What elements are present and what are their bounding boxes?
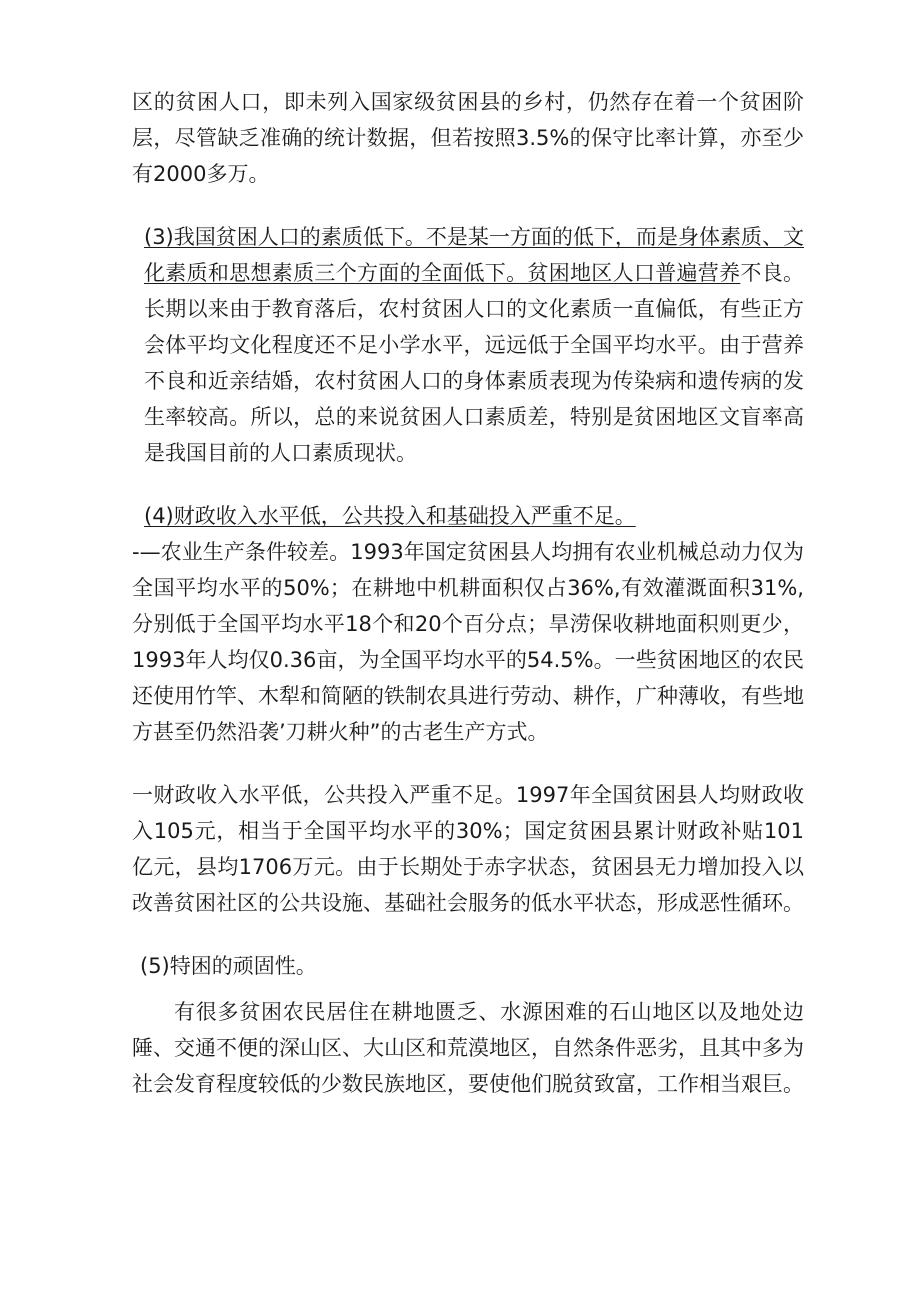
underlined-heading-fiscal: (4)财政收入水平低，公共投入和基础投入严重不足。 <box>144 504 636 528</box>
underlined-text-quality: (3)我国贫困人口的素质低下。不是某一方面的低下，而是身体素质、文化素质和思想素质三个方面的全面低下。贫困地区人口普遍营养 <box>144 225 804 285</box>
paragraph-population-quality <box>132 219 804 471</box>
section-heading-fiscal <box>132 498 804 534</box>
paragraph-quality-text: 不良。长期以来由于教育落后，农村贫困人口的文化素质一直偏低，有些正方会体平均文化程度还不足小学水平，远远低于全国平均水平。由于营养不良和近亲结婚，农村贫困人口的身体素质表现为传染病和遗传病的发生率较高。所以，总的来说贫困人口素质差，特别是贫困地区文盲率高是我国目前的人口素质现状。 <box>144 261 805 465</box>
document-body <box>132 84 804 1102</box>
paragraph-fiscal-revenue: 一财政收入水平低，公共投入严重不足。1997年全国贫困县人均财政收入105元，相当于全国平均水平的30%；国定贫困县累计财政补贴101亿元，县均1706万元。由于长期处于赤字状态，贫困县无力增加投入以改善贫困社区的公共设施、基础社会服务的低水平状态，形成恶性循环。 <box>132 783 804 915</box>
paragraph-poverty-population: 区的贫困人口，即未列入国家级贫困县的乡村，仍然存在着一个贫困阶层，尽管缺乏准确的统计数据，但若按照3.5%的保守比率计算，亦至少有2000多万。 <box>132 90 804 186</box>
section-heading-persistent-poverty: (5)特困的顽固性。 <box>140 954 317 978</box>
paragraph-persistent-poverty: 有很多贫困农民居住在耕地匮乏、水源困难的石山地区以及地处边陲、交通不便的深山区、大山区和荒漠地区，自然条件恶劣，且其中多为社会发育程度较低的少数民族地区，要使他们脱贫致富，工作相当艰巨。 <box>132 1000 804 1096</box>
paragraph-agriculture-conditions: -—农业生产条件较差。1993年国定贫困县人均拥有农业机械总动力仅为全国平均水平的50%；在耕地中机耕面积仅占36%,有效灌溉面积31%,分别低于全国平均水平18个和20个百分点；旱涝保收耕地面积则更少，1993年人均仅0.36亩，为全国平均水平的54.5%。一些贫困地区的农民还使用竹竿、木犁和简陋的铁制农具进行劳动、耕作，广种薄收，有些地方甚至仍然沿袭’刀耕火种”的古老生产方式。 <box>132 540 804 744</box>
